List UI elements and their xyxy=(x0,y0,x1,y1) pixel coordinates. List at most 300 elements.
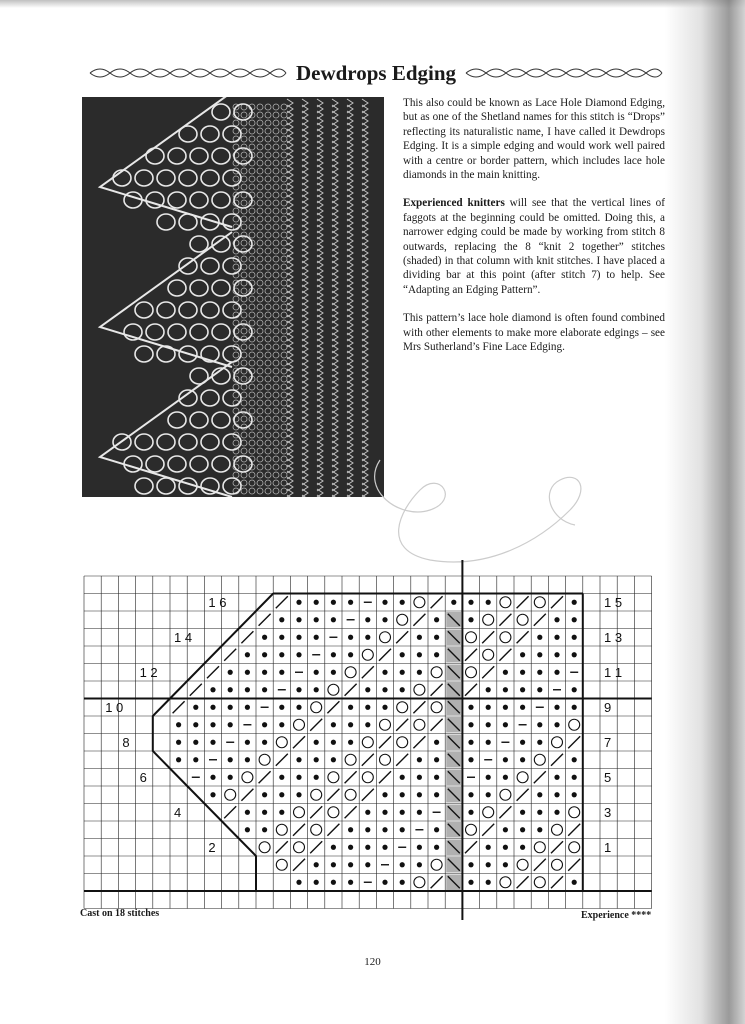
purl-symbol xyxy=(331,600,336,605)
combined-elements-paragraph: This pattern’s lace hole diamond is often found combined with other elements to make more elaborate edgings – see Mrs Sutherland’s Fine Lace Edging. xyxy=(403,312,665,354)
purl-symbol xyxy=(554,617,559,622)
yarn-over-symbol xyxy=(569,842,580,853)
decrease-symbol xyxy=(362,666,374,678)
purl-symbol xyxy=(348,705,353,710)
purl-symbol xyxy=(537,652,542,657)
yarn-over-symbol xyxy=(311,702,322,713)
purl-symbol xyxy=(279,617,284,622)
top-page-shadow xyxy=(0,0,745,8)
right-row-label: 1 1 xyxy=(604,665,623,680)
decrease-symbol xyxy=(413,614,425,626)
purl-symbol xyxy=(503,687,508,692)
purl-symbol xyxy=(245,670,250,675)
purl-symbol xyxy=(503,775,508,780)
purl-symbol xyxy=(400,600,405,605)
purl-symbol xyxy=(400,775,405,780)
yarn-over-symbol xyxy=(569,719,580,730)
decrease-symbol xyxy=(551,754,563,766)
purl-symbol xyxy=(279,722,284,727)
purl-symbol xyxy=(210,687,215,692)
purl-symbol xyxy=(400,810,405,815)
purl-symbol xyxy=(348,635,353,640)
yarn-over-symbol xyxy=(569,807,580,818)
purl-symbol xyxy=(331,845,336,850)
decrease-symbol xyxy=(362,789,374,801)
yarn-over-symbol xyxy=(380,754,391,765)
purl-symbol xyxy=(262,792,267,797)
purl-symbol xyxy=(468,617,473,622)
purl-symbol xyxy=(434,740,439,745)
purl-symbol xyxy=(176,740,181,745)
yarn-over-symbol xyxy=(242,772,253,783)
purl-symbol xyxy=(210,740,215,745)
purl-symbol xyxy=(554,775,559,780)
purl-symbol xyxy=(279,792,284,797)
purl-symbol xyxy=(365,810,370,815)
purl-symbol xyxy=(520,705,525,710)
decrease-symbol xyxy=(224,806,236,818)
cast-on-caption: Cast on 18 stitches xyxy=(80,908,160,919)
purl-symbol xyxy=(262,740,267,745)
purl-symbol xyxy=(554,652,559,657)
decrease-symbol xyxy=(534,859,546,871)
purl-symbol xyxy=(382,792,387,797)
purl-symbol xyxy=(400,792,405,797)
purl-symbol xyxy=(417,845,422,850)
yarn-over-symbol xyxy=(466,632,477,643)
knitting-chart xyxy=(80,560,660,920)
purl-symbol xyxy=(503,845,508,850)
purl-symbol xyxy=(228,722,233,727)
purl-symbol xyxy=(537,687,542,692)
decrease-symbol xyxy=(379,736,391,748)
yarn-over-symbol xyxy=(380,719,391,730)
right-row-label: 3 xyxy=(604,805,612,820)
purl-symbol xyxy=(434,617,439,622)
purl-symbol xyxy=(572,880,577,885)
purl-symbol xyxy=(520,740,525,745)
yarn-over-symbol xyxy=(500,877,511,888)
purl-symbol xyxy=(348,740,353,745)
yarn-over-symbol xyxy=(483,807,494,818)
purl-symbol xyxy=(331,862,336,867)
yarn-over-symbol xyxy=(294,719,305,730)
purl-symbol xyxy=(176,722,181,727)
purl-symbol xyxy=(331,880,336,885)
decrease-symbol xyxy=(431,596,443,608)
purl-symbol xyxy=(314,740,319,745)
yarn-over-symbol xyxy=(414,877,425,888)
purl-symbol xyxy=(417,635,422,640)
page-number: 120 xyxy=(364,956,381,968)
decrease-symbol xyxy=(362,754,374,766)
purl-symbol xyxy=(296,880,301,885)
left-row-label: 1 6 xyxy=(208,595,227,610)
book-gutter-shadow xyxy=(665,0,745,1024)
purl-symbol xyxy=(314,600,319,605)
intro-paragraph: This also could be known as Lace Hole Diamond Edging, but as one of the Shetland names for this stitch is “Drops” reflecting its naturalistic name, I have called it Dewdrops Edging. It is a simple edging and would work well paired with a centre or border pattern, which includes lace hole diamonds in the main knitting. xyxy=(403,97,665,182)
purl-symbol xyxy=(245,757,250,762)
experienced-knitters-label: Experienced knitters xyxy=(403,197,505,210)
purl-symbol xyxy=(486,687,491,692)
purl-symbol xyxy=(279,775,284,780)
purl-symbol xyxy=(434,845,439,850)
purl-symbol xyxy=(210,722,215,727)
purl-symbol xyxy=(434,775,439,780)
purl-symbol xyxy=(486,880,491,885)
yarn-over-symbol xyxy=(500,597,511,608)
purl-symbol xyxy=(468,705,473,710)
purl-symbol xyxy=(279,635,284,640)
decrease-symbol xyxy=(551,596,563,608)
yarn-over-symbol xyxy=(328,684,339,695)
purl-symbol xyxy=(434,635,439,640)
purl-symbol xyxy=(400,880,405,885)
purl-symbol xyxy=(572,775,577,780)
purl-symbol xyxy=(486,775,491,780)
purl-symbol xyxy=(468,792,473,797)
purl-symbol xyxy=(400,670,405,675)
purl-symbol xyxy=(520,652,525,657)
purl-symbol xyxy=(296,687,301,692)
purl-symbol xyxy=(296,600,301,605)
purl-symbol xyxy=(486,862,491,867)
lace-edging-photo xyxy=(82,97,384,497)
decrease-symbol xyxy=(568,736,580,748)
purl-symbol xyxy=(279,670,284,675)
purl-symbol xyxy=(296,617,301,622)
purl-symbol xyxy=(434,827,439,832)
yarn-over-symbol xyxy=(294,842,305,853)
decrease-symbol xyxy=(431,684,443,696)
decrease-symbol xyxy=(276,841,288,853)
yarn-over-symbol xyxy=(294,807,305,818)
yarn-over-symbol xyxy=(414,719,425,730)
decrease-symbol xyxy=(396,754,408,766)
yarn-over-symbol xyxy=(362,772,373,783)
purl-symbol xyxy=(296,705,301,710)
purl-symbol xyxy=(572,792,577,797)
decrease-symbol xyxy=(224,649,236,661)
purl-symbol xyxy=(365,845,370,850)
purl-symbol xyxy=(228,670,233,675)
purl-symbol xyxy=(537,635,542,640)
purl-symbol xyxy=(503,670,508,675)
decrease-symbol xyxy=(173,701,185,713)
purl-symbol xyxy=(520,670,525,675)
purl-symbol xyxy=(382,617,387,622)
purl-symbol xyxy=(537,722,542,727)
purl-symbol xyxy=(572,600,577,605)
decrease-symbol xyxy=(431,876,443,888)
decrease-symbol xyxy=(207,666,219,678)
yarn-over-symbol xyxy=(225,789,236,800)
decrease-symbol xyxy=(396,719,408,731)
purl-symbol xyxy=(537,792,542,797)
purl-symbol xyxy=(572,617,577,622)
purl-symbol xyxy=(245,705,250,710)
decrease-symbol xyxy=(499,806,511,818)
purl-symbol xyxy=(365,687,370,692)
purl-symbol xyxy=(296,757,301,762)
yarn-over-symbol xyxy=(276,859,287,870)
purl-symbol xyxy=(451,600,456,605)
purl-symbol xyxy=(417,792,422,797)
yarn-over-symbol xyxy=(431,702,442,713)
decrease-symbol xyxy=(482,666,494,678)
decrease-symbol xyxy=(293,824,305,836)
purl-symbol xyxy=(400,862,405,867)
purl-symbol xyxy=(262,635,267,640)
purl-symbol xyxy=(503,827,508,832)
yarn-over-symbol xyxy=(362,649,373,660)
purl-symbol xyxy=(554,810,559,815)
purl-symbol xyxy=(434,792,439,797)
purl-symbol xyxy=(176,757,181,762)
purl-symbol xyxy=(365,617,370,622)
right-row-label: 9 xyxy=(604,700,612,715)
purl-symbol xyxy=(365,827,370,832)
yarn-over-symbol xyxy=(414,684,425,695)
decrease-symbol xyxy=(517,789,529,801)
yarn-over-symbol xyxy=(362,737,373,748)
purl-symbol xyxy=(468,880,473,885)
left-row-label: 4 xyxy=(174,805,182,820)
purl-symbol xyxy=(382,687,387,692)
yarn-over-symbol xyxy=(414,597,425,608)
decrease-symbol xyxy=(379,771,391,783)
purl-symbol xyxy=(400,827,405,832)
right-row-label: 1 xyxy=(604,840,612,855)
decrease-symbol xyxy=(413,701,425,713)
decrease-symbol xyxy=(413,736,425,748)
purl-symbol xyxy=(262,670,267,675)
purl-symbol xyxy=(296,652,301,657)
yarn-over-symbol xyxy=(466,667,477,678)
purl-symbol xyxy=(468,740,473,745)
purl-symbol xyxy=(210,792,215,797)
purl-symbol xyxy=(348,827,353,832)
purl-symbol xyxy=(245,827,250,832)
decrease-symbol xyxy=(396,631,408,643)
purl-symbol xyxy=(468,810,473,815)
decrease-symbol xyxy=(568,824,580,836)
purl-symbol xyxy=(314,687,319,692)
purl-symbol xyxy=(314,880,319,885)
purl-symbol xyxy=(245,810,250,815)
yarn-over-symbol xyxy=(534,597,545,608)
decrease-symbol xyxy=(465,684,477,696)
yarn-over-symbol xyxy=(517,614,528,625)
purl-symbol xyxy=(296,775,301,780)
decrease-symbol xyxy=(345,771,357,783)
right-row-label: 5 xyxy=(604,770,612,785)
purl-symbol xyxy=(382,600,387,605)
purl-symbol xyxy=(279,705,284,710)
purl-symbol xyxy=(486,600,491,605)
purl-symbol xyxy=(434,652,439,657)
yarn-over-symbol xyxy=(534,877,545,888)
purl-symbol xyxy=(296,635,301,640)
purl-symbol xyxy=(503,862,508,867)
purl-symbol xyxy=(193,740,198,745)
decrease-symbol xyxy=(499,649,511,661)
purl-symbol xyxy=(365,722,370,727)
decrease-symbol xyxy=(379,649,391,661)
purl-symbol xyxy=(331,652,336,657)
yarn-over-symbol xyxy=(534,842,545,853)
purl-symbol xyxy=(262,722,267,727)
decrease-symbol xyxy=(465,649,477,661)
purl-symbol xyxy=(331,617,336,622)
yarn-over-symbol xyxy=(311,789,322,800)
purl-symbol xyxy=(417,775,422,780)
purl-symbol xyxy=(468,757,473,762)
purl-symbol xyxy=(417,652,422,657)
purl-symbol xyxy=(348,722,353,727)
purl-symbol xyxy=(572,635,577,640)
purl-symbol xyxy=(537,827,542,832)
purl-symbol xyxy=(348,880,353,885)
right-flourish-ornament xyxy=(464,65,664,81)
yarn-over-symbol xyxy=(311,824,322,835)
purl-symbol xyxy=(486,740,491,745)
purl-symbol xyxy=(365,862,370,867)
yarn-over-symbol xyxy=(276,737,287,748)
purl-symbol xyxy=(245,740,250,745)
yarn-over-symbol xyxy=(534,754,545,765)
purl-symbol xyxy=(503,722,508,727)
decrease-symbol xyxy=(190,684,202,696)
decrease-symbol xyxy=(345,806,357,818)
left-row-label: 2 xyxy=(208,840,216,855)
purl-symbol xyxy=(348,845,353,850)
purl-symbol xyxy=(520,757,525,762)
purl-symbol xyxy=(520,687,525,692)
purl-symbol xyxy=(382,810,387,815)
purl-symbol xyxy=(348,652,353,657)
decrease-symbol xyxy=(310,719,322,731)
purl-symbol xyxy=(314,862,319,867)
purl-symbol xyxy=(520,810,525,815)
decrease-symbol xyxy=(517,596,529,608)
purl-symbol xyxy=(503,757,508,762)
purl-symbol xyxy=(348,862,353,867)
purl-symbol xyxy=(314,775,319,780)
yarn-over-symbol xyxy=(500,789,511,800)
purl-symbol xyxy=(331,722,336,727)
yarn-over-symbol xyxy=(431,667,442,678)
yarn-over-symbol xyxy=(552,824,563,835)
decrease-symbol xyxy=(327,824,339,836)
decrease-symbol xyxy=(241,631,253,643)
purl-symbol xyxy=(537,670,542,675)
purl-symbol xyxy=(572,705,577,710)
purl-symbol xyxy=(572,757,577,762)
left-row-label: 1 0 xyxy=(105,700,124,715)
left-row-label: 1 4 xyxy=(174,630,193,645)
decrease-symbol xyxy=(568,859,580,871)
purl-symbol xyxy=(417,810,422,815)
purl-symbol xyxy=(417,757,422,762)
lace-pattern-drawing xyxy=(82,97,384,497)
yarn-over-symbol xyxy=(328,807,339,818)
purl-symbol xyxy=(314,635,319,640)
purl-symbol xyxy=(434,757,439,762)
purl-symbol xyxy=(554,705,559,710)
purl-symbol xyxy=(382,670,387,675)
yarn-over-symbol xyxy=(328,772,339,783)
purl-symbol xyxy=(503,705,508,710)
yarn-over-symbol xyxy=(552,737,563,748)
purl-symbol xyxy=(468,722,473,727)
purl-symbol xyxy=(210,775,215,780)
yarn-over-symbol xyxy=(397,614,408,625)
decrease-symbol xyxy=(482,824,494,836)
decrease-symbol xyxy=(310,806,322,818)
decrease-symbol xyxy=(276,754,288,766)
purl-symbol xyxy=(417,670,422,675)
decrease-symbol xyxy=(431,719,443,731)
purl-symbol xyxy=(554,722,559,727)
purl-symbol xyxy=(331,757,336,762)
decrease-symbol xyxy=(517,876,529,888)
purl-symbol xyxy=(468,600,473,605)
purl-symbol xyxy=(279,652,284,657)
purl-symbol xyxy=(382,705,387,710)
decrease-symbol xyxy=(259,771,271,783)
purl-symbol xyxy=(228,705,233,710)
purl-symbol xyxy=(210,705,215,710)
decrease-symbol xyxy=(327,789,339,801)
purl-symbol xyxy=(365,635,370,640)
purl-symbol xyxy=(314,670,319,675)
purl-symbol xyxy=(279,810,284,815)
description-column xyxy=(403,96,665,369)
yarn-over-symbol xyxy=(483,614,494,625)
yarn-over-symbol xyxy=(517,859,528,870)
purl-symbol xyxy=(193,705,198,710)
yarn-over-symbol xyxy=(466,824,477,835)
decrease-symbol xyxy=(517,631,529,643)
decrease-symbol xyxy=(345,684,357,696)
purl-symbol xyxy=(468,862,473,867)
right-row-label: 7 xyxy=(604,735,612,750)
decrease-symbol xyxy=(276,596,288,608)
decrease-symbol xyxy=(482,631,494,643)
purl-symbol xyxy=(554,670,559,675)
decrease-symbol xyxy=(259,614,271,626)
yarn-over-symbol xyxy=(276,824,287,835)
page-title: Dewdrops Edging xyxy=(295,60,457,85)
yarn-over-symbol xyxy=(500,632,511,643)
decrease-symbol xyxy=(465,841,477,853)
purl-symbol xyxy=(486,722,491,727)
decrease-symbol xyxy=(551,876,563,888)
decrease-symbol xyxy=(241,789,253,801)
yarn-over-symbol xyxy=(552,859,563,870)
purl-symbol xyxy=(400,652,405,657)
purl-symbol xyxy=(245,652,250,657)
left-row-label: 8 xyxy=(122,735,130,750)
purl-symbol xyxy=(262,687,267,692)
purl-symbol xyxy=(520,845,525,850)
purl-symbol xyxy=(382,827,387,832)
purl-symbol xyxy=(417,862,422,867)
purl-symbol xyxy=(262,827,267,832)
knitting-chart-grid xyxy=(80,560,660,920)
left-flourish-ornament xyxy=(88,65,288,81)
